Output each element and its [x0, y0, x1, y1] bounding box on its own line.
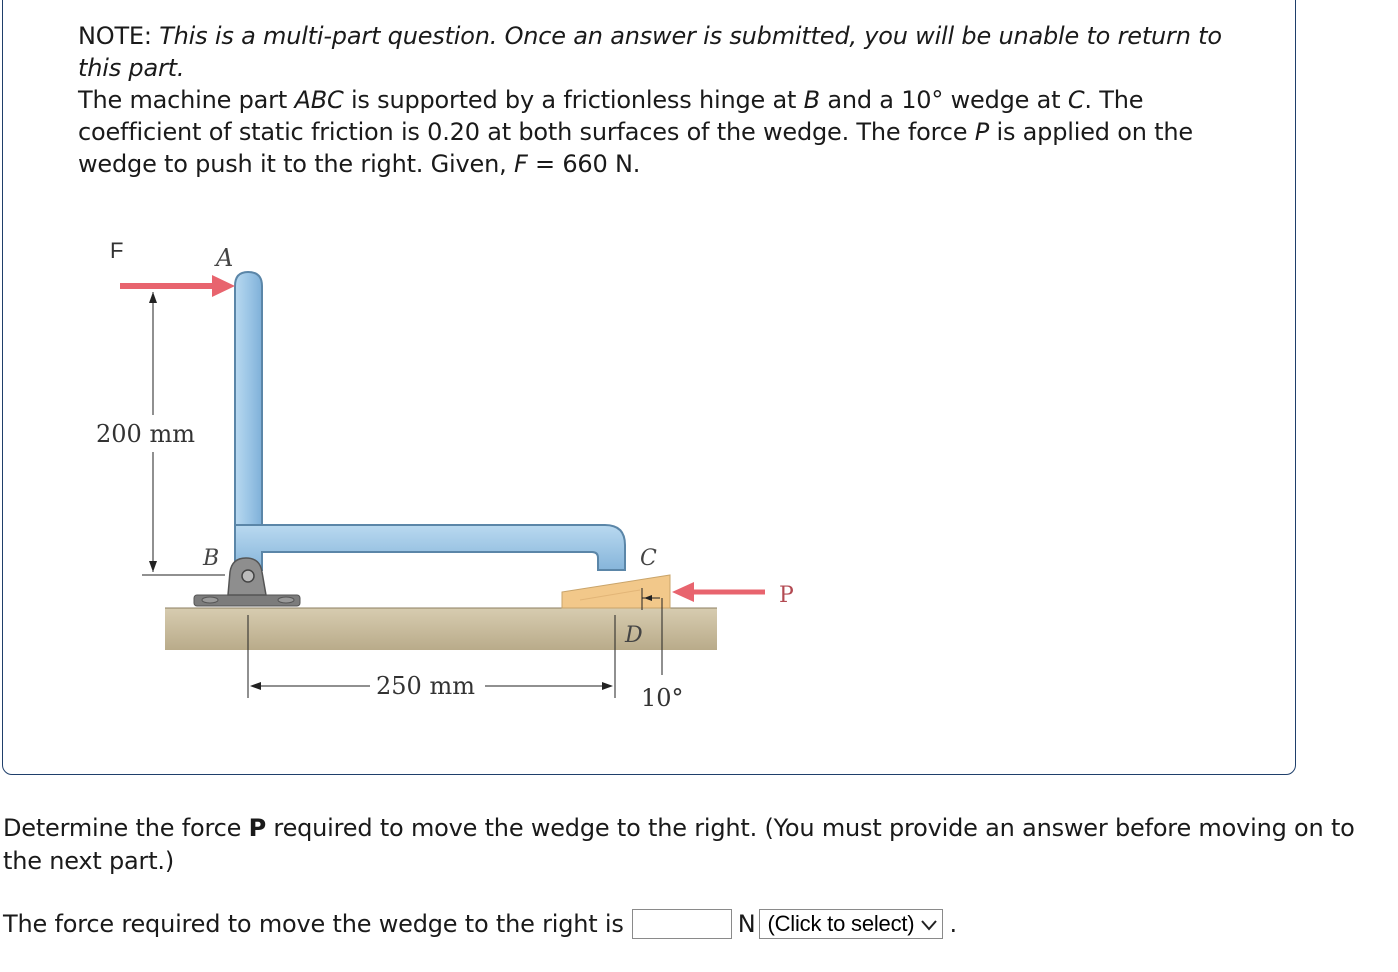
problem-var: B	[803, 86, 820, 114]
wedge	[562, 575, 670, 608]
horizontal-arm	[235, 525, 625, 570]
answer-prompt: The force required to move the wedge to the right is	[3, 910, 624, 938]
label-f: F	[110, 238, 124, 263]
problem-text: = 660 N.	[527, 150, 641, 178]
note-label: NOTE:	[78, 22, 152, 50]
force-f-arrow	[120, 275, 235, 297]
problem-paragraph	[78, 84, 1238, 180]
force-answer-input[interactable]	[632, 909, 732, 939]
vertical-arm	[235, 272, 262, 555]
question-text	[3, 812, 1383, 878]
problem-var: P	[974, 118, 990, 146]
question-var: P	[248, 814, 266, 842]
problem-text: is supported by a frictionless hinge at	[343, 86, 804, 114]
problem-statement	[78, 20, 1238, 180]
label-p: P	[779, 583, 794, 608]
label-a: A	[216, 244, 234, 272]
dim-250mm: 250 mm	[376, 672, 475, 700]
problem-var: F	[513, 150, 528, 178]
problem-text: is applied on the wedge to push it to the right. Given,	[78, 118, 1193, 178]
angle-10deg: 10°	[641, 684, 684, 712]
problem-text: and a 10° wedge at	[819, 86, 1068, 114]
problem-var: C	[1067, 86, 1085, 114]
direction-select[interactable]	[759, 909, 943, 939]
question-part: required to move the wedge to the right. (You must provide an answer before moving on to the next part.)	[3, 814, 1355, 875]
problem-var: ABC	[294, 86, 344, 114]
dim-200mm: 200 mm	[96, 420, 195, 448]
label-c: C	[640, 546, 657, 571]
note-paragraph	[78, 20, 1238, 84]
question-part: Determine the force	[3, 814, 249, 842]
machine-part-figure	[80, 220, 794, 730]
label-d: D	[625, 623, 643, 648]
label-b: B	[203, 546, 220, 571]
answer-period: .	[949, 910, 957, 938]
problem-text: . The coefficient of static friction is 0.20 at both surfaces of the wedge. The force	[78, 86, 1144, 146]
select-label: (Click to select)	[767, 911, 915, 936]
note-text: This is a multi-part question. Once an answer is submitted, you will be unable to return to this part.	[78, 22, 1222, 82]
problem-text: The machine part	[78, 86, 295, 114]
answer-row	[3, 906, 957, 942]
chevron-down-icon	[920, 911, 938, 937]
unit-label: N	[737, 910, 756, 938]
